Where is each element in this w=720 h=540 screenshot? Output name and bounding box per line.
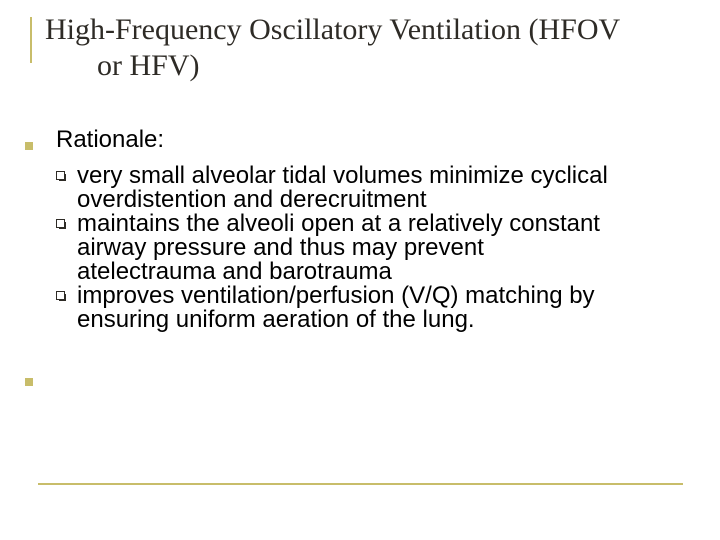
empty-bullet-square-icon: [25, 378, 33, 386]
hollow-square-bullet-icon: [56, 291, 65, 300]
sub-bullet-text-line: atelectrauma and barotrauma: [77, 258, 392, 285]
rationale-label: Rationale:: [56, 126, 165, 153]
title-line-2: or HFV): [97, 49, 200, 82]
slide-title: [45, 12, 620, 84]
hollow-square-bullet-icon: [56, 219, 65, 228]
sub-bullet-text-line: ensuring uniform aeration of the lung.: [77, 306, 475, 333]
sub-bullet-text-line: airway pressure and thus may prevent: [77, 234, 484, 261]
title-accent-line: [30, 17, 32, 63]
bullet-square-icon: [25, 142, 33, 150]
sub-bullet-text-line: maintains the alveoli open at a relatively constant: [77, 210, 600, 237]
rationale-sub-list: [56, 164, 608, 332]
sub-bullet-item: [56, 164, 608, 212]
sub-bullet-item: [56, 284, 608, 332]
title-line-1: High-Frequency Oscillatory Ventilation (HFOV: [45, 13, 621, 46]
sub-bullet-text-line: improves ventilation/perfusion (V/Q) matching by: [77, 282, 595, 309]
sub-bullet-text-line: overdistention and derecruitment: [77, 186, 427, 213]
sub-bullet-text-line: very small alveolar tidal volumes minimize cyclical: [77, 162, 608, 189]
hollow-square-bullet-icon: [56, 171, 65, 180]
footer-accent-line: [38, 483, 683, 485]
sub-bullet-item: [56, 212, 608, 284]
